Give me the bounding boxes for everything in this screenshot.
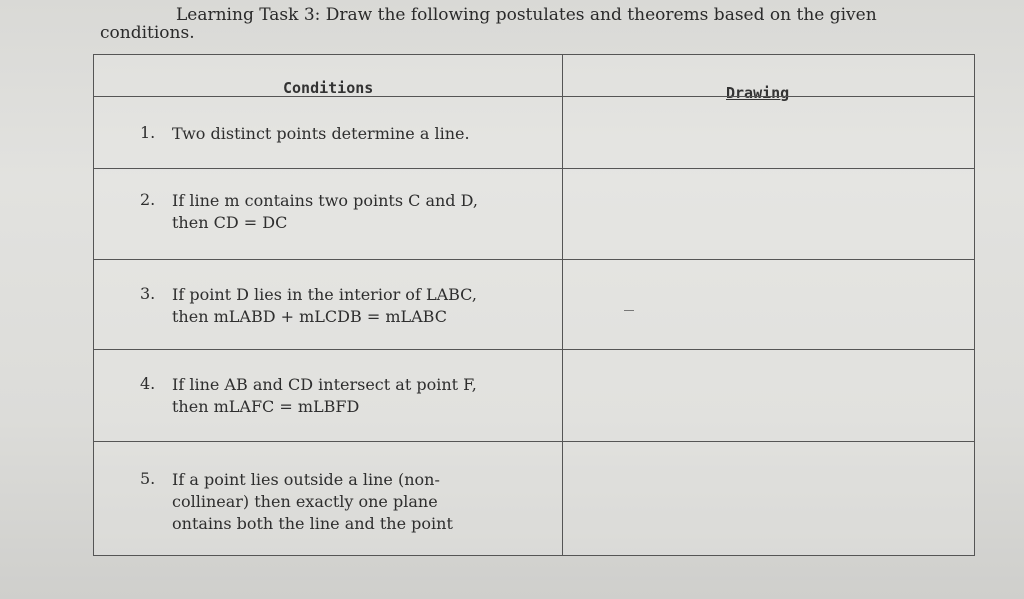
- condition-line: then mLABD + mLCDB = mLABC: [172, 307, 447, 326]
- drawing-cell[interactable]: [564, 441, 974, 555]
- condition-text: [172, 123, 470, 145]
- task-heading: [100, 4, 980, 45]
- condition-line: ontains both the line and the point: [172, 514, 453, 533]
- task-heading-line1: Learning Task 3: Draw the following postulates and theorems based on the given: [176, 5, 877, 25]
- condition-text: [172, 469, 453, 535]
- row-number: 3.: [140, 284, 156, 303]
- condition-line: then mLAFC = mLBFD: [172, 397, 360, 416]
- condition-line: If line m contains two points C and D,: [172, 191, 478, 210]
- table-row: [94, 168, 562, 259]
- table-row: [94, 259, 562, 349]
- table-row: [94, 349, 562, 441]
- condition-line: Two distinct points determine a line.: [172, 124, 470, 143]
- drawing-cell[interactable]: [564, 168, 974, 259]
- condition-text: [172, 374, 477, 418]
- condition-line: If line AB and CD intersect at point F,: [172, 375, 477, 394]
- condition-line: then CD = DC: [172, 213, 288, 232]
- table-row: [94, 96, 562, 168]
- condition-text: [172, 190, 478, 234]
- header-drawing: Drawing: [726, 84, 790, 102]
- condition-line: collinear) then exactly one plane: [172, 492, 438, 511]
- condition-text: [172, 284, 477, 328]
- table-row: [94, 441, 562, 555]
- row-number: 5.: [140, 469, 156, 488]
- drawing-cell[interactable]: [564, 259, 974, 349]
- header-conditions: Conditions: [283, 79, 374, 97]
- row-number: 4.: [140, 374, 156, 393]
- task-heading-line2: conditions.: [100, 23, 195, 43]
- condition-line: If a point lies outside a line (non-: [172, 470, 440, 489]
- drawing-cell[interactable]: [564, 96, 974, 168]
- condition-line: If point D lies in the interior of LABC,: [172, 285, 477, 304]
- pencil-mark: [624, 310, 634, 311]
- row-number: 2.: [140, 190, 156, 209]
- column-divider: [562, 55, 563, 555]
- row-number: 1.: [140, 123, 156, 142]
- drawing-cell[interactable]: [564, 349, 974, 441]
- postulates-table: [93, 54, 975, 556]
